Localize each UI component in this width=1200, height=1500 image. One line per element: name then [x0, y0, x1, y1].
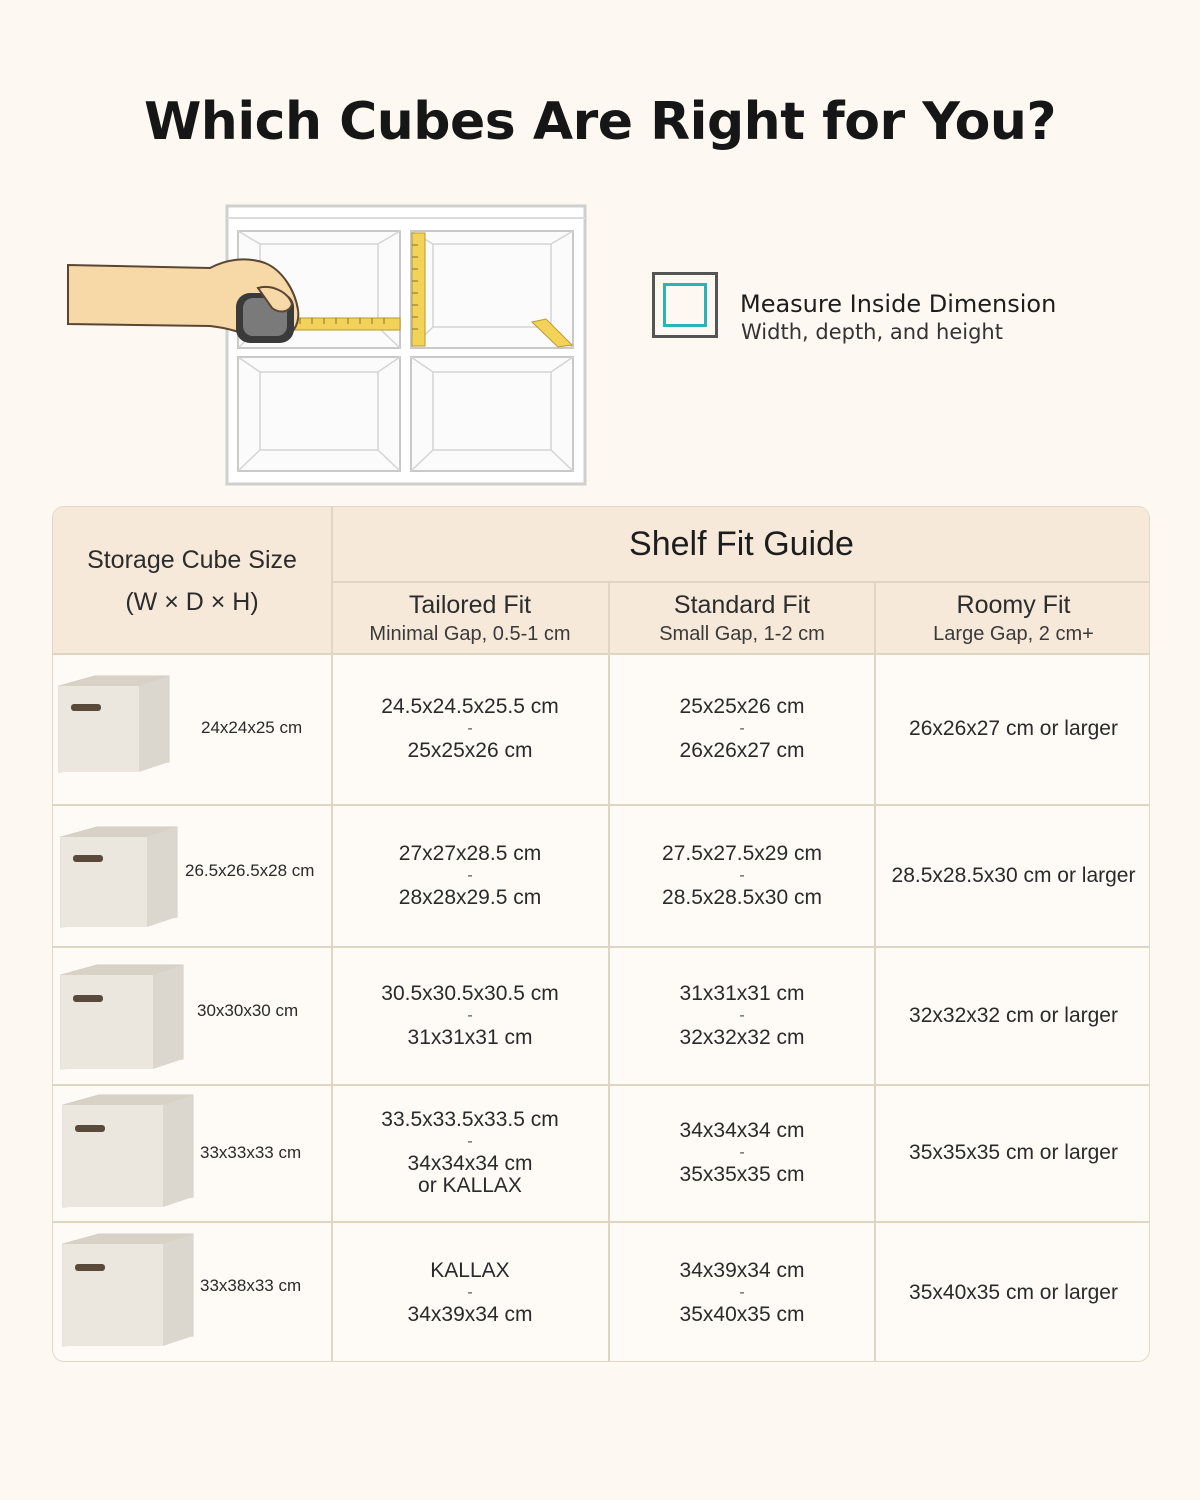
roomy-fit-header	[876, 582, 1150, 654]
range-from: 30.5x30.5x30.5 cm	[381, 981, 559, 1005]
cube-size-label: 30x30x30 cm	[197, 1001, 299, 1020]
range-separator: -	[467, 1283, 473, 1301]
size-header-line2: (W × D × H)	[125, 587, 259, 616]
roomy-value: 35x40x35 cm or larger	[909, 1280, 1118, 1304]
range-from: 31x31x31 cm	[679, 981, 805, 1005]
storage-cube-image	[57, 963, 185, 1071]
tailored-fit-cell	[332, 947, 608, 1084]
range-separator: -	[739, 1006, 745, 1024]
table-row	[53, 947, 331, 1084]
roomy-fit-cell	[876, 805, 1150, 946]
range-to: 35x40x35 cm	[679, 1302, 805, 1326]
storage-cube-image	[59, 1093, 195, 1209]
range-separator: -	[739, 1144, 745, 1161]
range-separator: -	[739, 720, 745, 737]
range-separator: -	[467, 866, 473, 884]
roomy-value: 28.5x28.5x30 cm or larger	[891, 863, 1136, 887]
storage-cube-image	[55, 674, 171, 774]
range-extra: or KALLAX	[418, 1174, 522, 1197]
shelf-fit-guide-header: Shelf Fit Guide	[629, 524, 854, 563]
table-row	[53, 654, 331, 804]
range-to: 34x34x34 cm	[407, 1152, 533, 1175]
tailored-fit-cell	[332, 1222, 608, 1362]
storage-cube-image	[59, 1232, 195, 1348]
range-to: 34x39x34 cm	[407, 1302, 533, 1326]
tailored-fit-header	[332, 582, 608, 654]
table-row	[53, 1222, 331, 1362]
range-from: KALLAX	[430, 1258, 510, 1282]
standard-fit-cell	[610, 947, 874, 1084]
range-from: 34x39x34 cm	[679, 1258, 805, 1282]
table-row	[53, 805, 331, 946]
cube-size-label: 33x33x33 cm	[200, 1143, 302, 1162]
page-title: Which Cubes Are Right for You?	[143, 92, 1057, 152]
range-from: 24.5x24.5x25.5 cm	[381, 695, 559, 718]
roomy-fit-cell	[876, 654, 1150, 804]
range-to: 31x31x31 cm	[407, 1025, 533, 1049]
standard-fit-header	[610, 582, 874, 654]
range-from: 27.5x27.5x29 cm	[662, 841, 822, 865]
standard-fit-cell	[610, 654, 874, 804]
standard-fit-cell	[610, 805, 874, 946]
measuring-shelf-illustration	[60, 200, 600, 492]
range-from: 25x25x26 cm	[679, 695, 805, 718]
cube-size-label: 26.5x26.5x28 cm	[185, 861, 315, 880]
column-sub: Large Gap, 2 cm+	[933, 623, 1094, 645]
column-name: Roomy Fit	[956, 591, 1071, 619]
range-from: 33.5x33.5x33.5 cm	[381, 1108, 559, 1131]
cube-size-label: 24x24x25 cm	[201, 718, 303, 737]
standard-fit-cell	[610, 1085, 874, 1221]
legend-subtitle: Width, depth, and height	[741, 320, 1003, 344]
roomy-fit-cell	[876, 1085, 1150, 1221]
size-column-header	[53, 507, 331, 654]
shelf-fit-table	[52, 506, 1150, 1362]
roomy-fit-cell	[876, 1222, 1150, 1362]
range-to: 28.5x28.5x30 cm	[662, 885, 822, 909]
column-sub: Minimal Gap, 0.5-1 cm	[369, 623, 571, 645]
column-sub: Small Gap, 1-2 cm	[659, 623, 825, 645]
standard-fit-cell	[610, 1222, 874, 1362]
size-header-line1: Storage Cube Size	[87, 545, 297, 574]
roomy-value: 32x32x32 cm or larger	[909, 1003, 1118, 1027]
tailored-fit-cell	[332, 1085, 608, 1221]
tailored-fit-cell	[332, 654, 608, 804]
roomy-value: 35x35x35 cm or larger	[909, 1141, 1118, 1164]
roomy-fit-cell	[876, 947, 1150, 1084]
range-to: 35x35x35 cm	[679, 1163, 805, 1186]
column-name: Standard Fit	[673, 591, 811, 619]
column-name: Tailored Fit	[408, 591, 532, 619]
storage-cube-image	[57, 825, 179, 929]
legend-title: Measure Inside Dimension	[740, 290, 1057, 318]
range-separator: -	[467, 1006, 473, 1024]
range-separator: -	[739, 1283, 745, 1301]
range-separator: -	[467, 720, 473, 737]
range-from: 34x34x34 cm	[679, 1119, 805, 1142]
range-separator: -	[739, 866, 745, 884]
range-to: 26x26x27 cm	[679, 739, 805, 762]
range-separator: -	[467, 1133, 473, 1150]
range-from: 27x27x28.5 cm	[398, 841, 542, 865]
cube-size-label: 33x38x33 cm	[200, 1276, 302, 1295]
range-to: 28x28x29.5 cm	[398, 885, 542, 909]
roomy-value: 26x26x27 cm or larger	[909, 717, 1118, 740]
range-to: 32x32x32 cm	[679, 1025, 805, 1049]
table-row	[53, 1085, 331, 1221]
tailored-fit-cell	[332, 805, 608, 946]
inside-dimension-square-icon	[652, 272, 718, 338]
range-to: 25x25x26 cm	[407, 739, 533, 762]
